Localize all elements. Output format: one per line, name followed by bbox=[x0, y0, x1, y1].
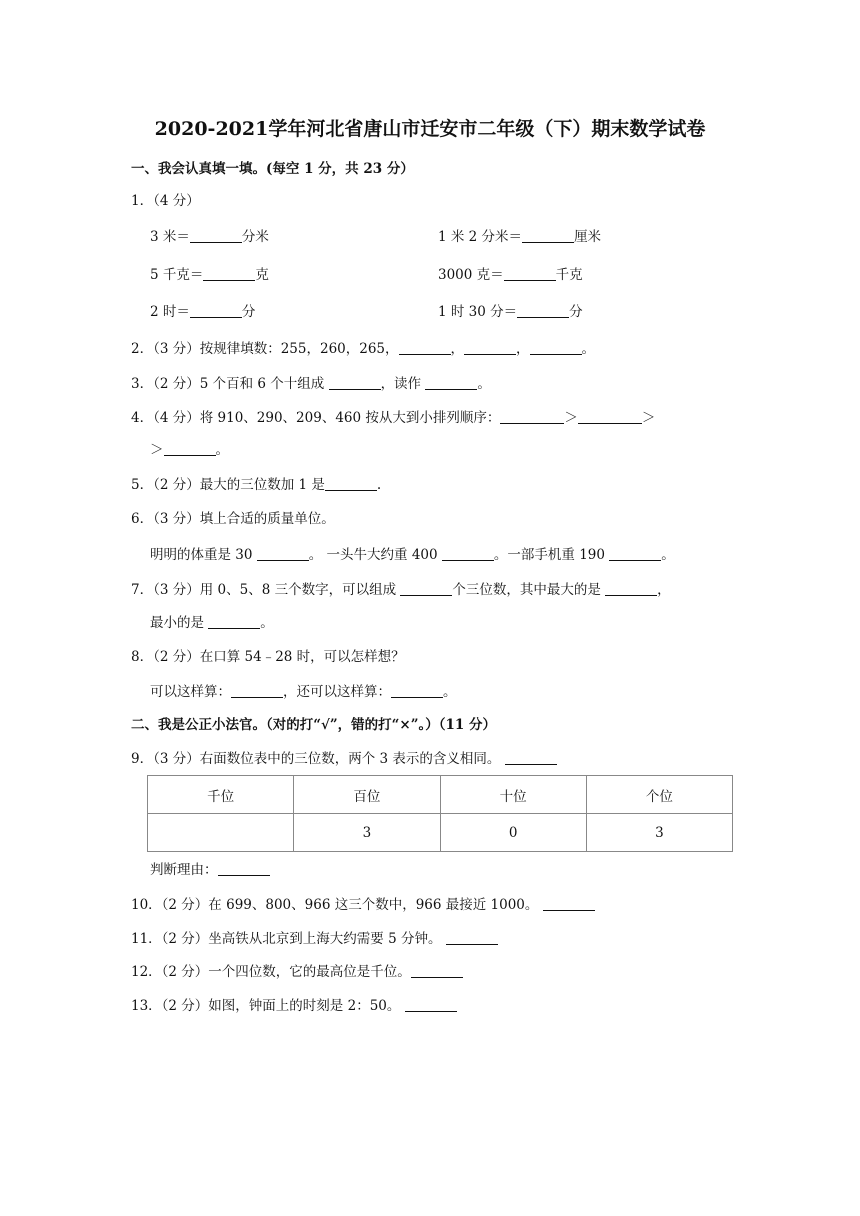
exam-title: 2020-2021学年河北省唐山市迁安市二年级（下）期末数学试卷 bbox=[154, 118, 706, 140]
question-2 bbox=[131, 340, 595, 358]
q1-text: 1 米 2 分米＝ bbox=[438, 229, 523, 245]
q3-mid: ，读作 bbox=[380, 376, 426, 392]
q1-item-1 bbox=[150, 228, 269, 246]
answer-blank[interactable] bbox=[464, 340, 516, 355]
answer-blank[interactable] bbox=[257, 546, 309, 561]
end-mark: 。 bbox=[581, 341, 596, 357]
q6-part: 。 一头牛大约重 400 bbox=[308, 547, 442, 563]
cell-tens: 0 bbox=[440, 814, 586, 852]
answer-blank[interactable] bbox=[446, 930, 498, 945]
end-mark: 。 bbox=[260, 615, 274, 631]
answer-blank[interactable] bbox=[605, 581, 657, 596]
answer-blank[interactable] bbox=[231, 683, 283, 698]
answer-blank[interactable] bbox=[218, 861, 270, 876]
answer-blank[interactable] bbox=[391, 683, 443, 698]
q1-item-2 bbox=[438, 228, 601, 246]
answer-blank[interactable] bbox=[543, 896, 595, 911]
q1-unit: 分 bbox=[241, 304, 256, 320]
q1-text: 1 时 30 分＝ bbox=[438, 304, 518, 320]
reason-label: 判断理由： bbox=[150, 862, 218, 878]
answer-blank[interactable] bbox=[504, 266, 556, 281]
answer-blank[interactable] bbox=[609, 546, 661, 561]
q6-part: 明明的体重是 30 bbox=[150, 547, 257, 563]
question-10 bbox=[131, 896, 595, 914]
q1-unit: 分 bbox=[569, 304, 583, 320]
q1-item-3 bbox=[150, 266, 269, 284]
q1-unit: 克 bbox=[255, 267, 269, 283]
answer-blank[interactable] bbox=[442, 546, 494, 561]
q8-part: 可以这样算： bbox=[150, 684, 231, 700]
gt-sign: ＞ bbox=[150, 442, 164, 458]
cell-hundreds: 3 bbox=[294, 814, 440, 852]
q12-text: 12．（2 分）一个四位数，它的最高位是千位。 bbox=[131, 964, 411, 980]
answer-blank[interactable] bbox=[208, 614, 260, 629]
q10-text: 10．（2 分）在 699、800、966 这三个数中，966 最接近 1000。 bbox=[131, 897, 543, 913]
q1-text: 3000 克＝ bbox=[438, 267, 504, 283]
cell-thousands bbox=[148, 814, 294, 852]
answer-blank[interactable] bbox=[425, 375, 477, 390]
section1-heading: 一、我会认真填一填。(每空 1 分，共 23 分） bbox=[131, 161, 414, 177]
q7-text: 最小的是 bbox=[150, 615, 209, 631]
question-5 bbox=[131, 476, 381, 494]
table-header-row bbox=[148, 776, 733, 814]
answer-blank[interactable] bbox=[399, 340, 451, 355]
q1-text: 5 千克＝ bbox=[150, 267, 204, 283]
end-mark: 。 bbox=[477, 376, 491, 392]
question-12 bbox=[131, 963, 463, 981]
answer-blank[interactable] bbox=[203, 266, 255, 281]
answer-blank[interactable] bbox=[505, 750, 557, 765]
q1-head: 1．（4 分） bbox=[131, 193, 200, 209]
question-4 bbox=[131, 409, 655, 427]
place-value-table bbox=[147, 775, 733, 852]
gt-sign: ＞ bbox=[641, 410, 656, 426]
end-mark: ， bbox=[657, 582, 671, 598]
q1-text: 2 时＝ bbox=[150, 304, 190, 320]
q11-text: 11．（2 分）坐高铁从北京到上海大约需要 5 分钟。 bbox=[131, 931, 446, 947]
cell-ones: 3 bbox=[586, 814, 732, 852]
q4-text: 4．（4 分）将 910、290、209、460 按从大到小排列顺序： bbox=[131, 410, 501, 426]
separator: ， bbox=[516, 341, 530, 357]
gt-sign: ＞ bbox=[564, 410, 578, 426]
question-7-line2 bbox=[150, 614, 274, 632]
q1-item-6 bbox=[438, 303, 583, 321]
q1-item-4 bbox=[438, 266, 583, 284]
q7-mid: 个三位数，其中最大的是 bbox=[452, 582, 606, 598]
separator: ， bbox=[450, 341, 465, 357]
end-mark: 。 bbox=[443, 684, 457, 700]
answer-blank[interactable] bbox=[400, 581, 452, 596]
question-9 bbox=[131, 750, 557, 768]
question-7 bbox=[131, 581, 671, 599]
question-13 bbox=[131, 997, 457, 1015]
question-6-blanks bbox=[150, 546, 675, 564]
answer-blank[interactable] bbox=[578, 409, 642, 424]
end-mark: . bbox=[376, 477, 382, 493]
answer-blank[interactable] bbox=[405, 997, 457, 1012]
answer-blank[interactable] bbox=[329, 375, 381, 390]
header-ones: 个位 bbox=[586, 776, 732, 814]
q8-part: ，还可以这样算： bbox=[283, 684, 391, 700]
header-thousands: 千位 bbox=[148, 776, 294, 814]
answer-blank[interactable] bbox=[517, 303, 569, 318]
question-3 bbox=[131, 375, 491, 393]
q1-unit: 厘米 bbox=[574, 229, 602, 245]
q13-text: 13．（2 分）如图，钟面上的时刻是 2：50。 bbox=[131, 998, 405, 1014]
header-hundreds: 百位 bbox=[294, 776, 440, 814]
header-tens: 十位 bbox=[440, 776, 586, 814]
q9-reason bbox=[150, 861, 270, 879]
table-row bbox=[148, 814, 733, 852]
q7-text: 7．（3 分）用 0、5、8 三个数字，可以组成 bbox=[131, 582, 401, 598]
answer-blank[interactable] bbox=[500, 409, 564, 424]
answer-blank[interactable] bbox=[164, 441, 216, 456]
q1-text: 3 米＝ bbox=[150, 229, 190, 245]
answer-blank[interactable] bbox=[530, 340, 582, 355]
question-4-line2 bbox=[150, 441, 229, 459]
q5-text: 5．（2 分）最大的三位数加 1 是 bbox=[131, 477, 325, 493]
end-mark: 。 bbox=[661, 547, 675, 563]
q1-item-5 bbox=[150, 303, 255, 321]
q1-unit: 千克 bbox=[555, 267, 583, 283]
answer-blank[interactable] bbox=[190, 228, 242, 243]
answer-blank[interactable] bbox=[190, 303, 242, 318]
question-11 bbox=[131, 930, 498, 948]
answer-blank[interactable] bbox=[411, 963, 463, 978]
q3-text: 3．（2 分）5 个百和 6 个十组成 bbox=[131, 376, 329, 392]
q1-unit: 分米 bbox=[241, 229, 269, 245]
question-8-blanks bbox=[150, 683, 457, 701]
answer-blank[interactable] bbox=[522, 228, 574, 243]
section2-heading: 二、我是公正小法官。（对的打“√”，错的打“×”。）（11 分） bbox=[131, 717, 496, 733]
end-mark: 。 bbox=[215, 442, 229, 458]
question-6: 6．（3 分）填上合适的质量单位。 bbox=[131, 511, 335, 527]
q6-part: 。一部手机重 190 bbox=[493, 547, 610, 563]
question-8: 8．（2 分）在口算 54﹣28 时，可以怎样想？ bbox=[131, 649, 405, 665]
q9-text: 9．（3 分）右面数位表中的三位数，两个 3 表示的含义相同。 bbox=[131, 751, 505, 767]
q2-text: 2．（3 分）按规律填数：255，260，265， bbox=[131, 341, 399, 357]
answer-blank[interactable] bbox=[325, 476, 377, 491]
